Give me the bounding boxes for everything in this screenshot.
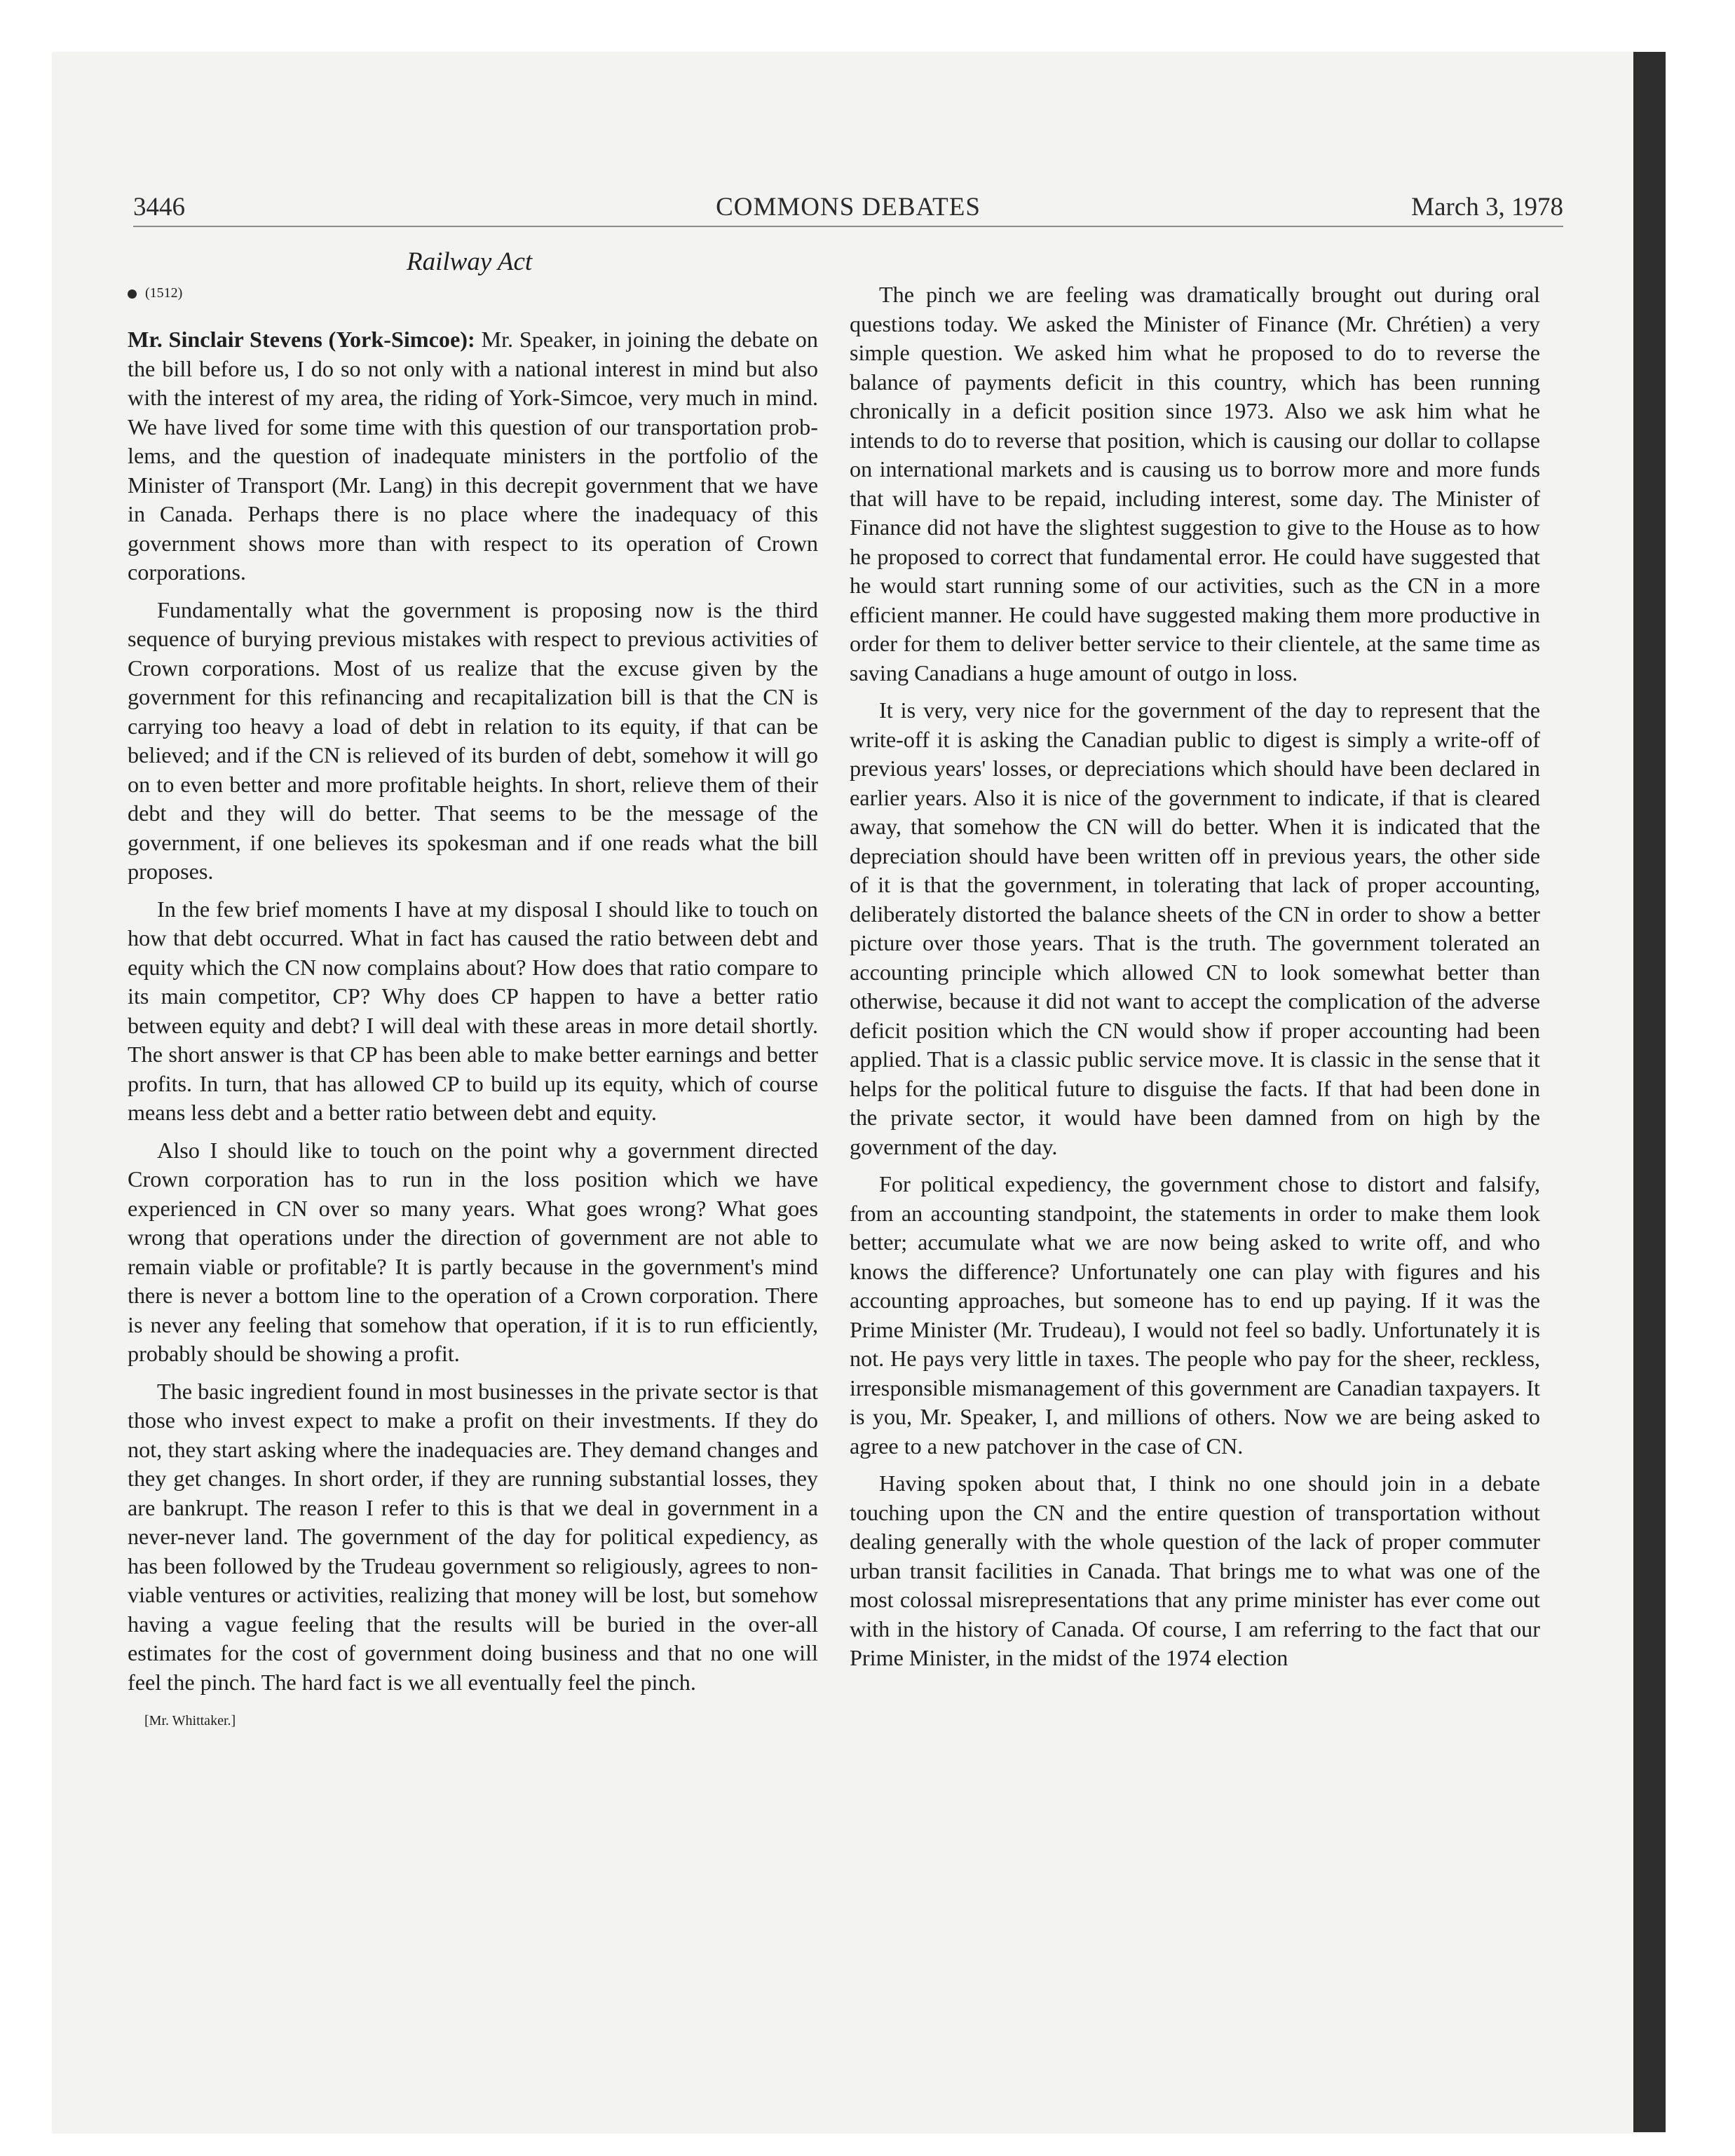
paragraph: In the few brief moments I have at my disposal I should like to touch on how that debt occurred. What in fact has caused the ratio between debt and equity which the CN now complains about? How does that ratio compare to its main competitor, CP? Why does CP happen to have a better ratio between equity and debt? I will deal with these areas in more detail shortly. The short answer is that CP has been able to make better earnings and better profits. In turn, that has allowed CP to build up its equity, which of course means less debt and a better ratio between debt and equity. (128, 896, 818, 1125)
left-column (128, 280, 818, 1731)
paragraph: Fundamentally what the government is proposing now is the third sequence of burying previous mistakes with respect to previous activities of Crown corporations. Most of us realize that the excuse given by the government for this refinancing and recapitalization bill is that the CN is carrying too heavy a load of debt in relation to its equity, if that can be believed; and if the CN is relieved of its burden of debt, somehow it will go on to even better and more profitable heights. In short, relieve them of their debt and they will do better. That seems to be the message of the government, if one believes its spokesman and if one reads what the bill proposes. (128, 596, 818, 884)
paragraph: Also I should like to touch on the point why a government directed Crown corporation has to run in the loss position which we have experienced in CN over so many years. What goes wrong? What goes wrong that operations under the direction of government are not able to remain viable or profitable? It is partly because in the government's mind there is never a bottom line to the operation of a Crown corporation. There is never any feeling that somehow that operation, if it is to run efficiently, probably should be showing a profit. (128, 1137, 818, 1366)
publication-date: March 3, 1978 (1411, 193, 1563, 221)
footnote: [Mr. Whittaker.] (144, 1713, 236, 1728)
header-rule (133, 226, 1563, 227)
time-marker-label: (1512) (145, 285, 183, 301)
paragraph (128, 325, 818, 587)
time-marker (128, 280, 818, 306)
publication-title: COMMONS DEBATES (716, 193, 981, 221)
paragraph: For political expediency, the government chose to distort and falsify, from an accounting standpoint, the statements in order to make them look better; accumulate what we are now being asked to write off, and who knows the difference? Unfortunately one can play with figures and his accounting approaches, but someone has to end up paying. If it was the Prime Minister (Mr. Trudeau), I would not feel so badly. Unfortunately it is not. He pays very little in taxes. The people who pay for the sheer, reckless, irresponsible mismanagement of this government are Canadian taxpayers. It is you, Mr. Speaker, I, and millions of others. Now we are being asked to agree to a new patchover in the case of CN. (850, 1171, 1540, 1459)
running-title: Railway Act (407, 247, 533, 276)
page-header (133, 191, 1563, 224)
paragraph-text: Mr. Speaker, in joining the debate on the bill before us, I do so not only with a national interest in mind but also with the interest of my area, the riding of York-Simcoe, very much in mind. We have lived for some time with this question of our transportation problems, and the question of inadequate ministers in the portfolio of the Minister of Transport (Mr. Lang) in this decrepit government that we have in Canada. Perhaps there is no place where the inadequacy of this government shows more than with respect to its operation of Crown corporations. (128, 327, 818, 585)
scan-edge-bar (1633, 52, 1666, 2132)
paragraph: It is very, very nice for the government of the day to represent that the write-off it is asking the Canadian public to digest is simply a write-off of previous years' losses, or depreciations which should have been declared in earlier years. Also it is nice of the government to indicate, if that is cleared away, that somehow the CN will do better. When it is indicated that the depreciation should have been written off in previous years, the other side of it is that the government, in tolerating that lack of proper accounting, deliberately distorted the balance sheets of the CN in order to show a better picture over those years. That is the truth. The government tolerated an accounting principle which allowed CN to look somewhat better than otherwise, because it did not want to accept the complication of the adverse deficit position which the CN would show if proper accounting had been applied. That is a classic public service move. It is classic in the sense that it helps for the political future to disguise the facts. If that had been done in the private sector, it would have been damned from on high by the government of the day. (850, 697, 1540, 1159)
speaker-name: Mr. Sinclair Stevens (York-Simcoe): (128, 327, 475, 352)
paragraph: The basic ingredient found in most businesses in the private sector is that those who invest expect to make a profit on their investments. If they do not, they start asking where the inadequacies are. They demand changes and they get changes. In short order, if they are running substantial losses, they are bankrupt. The reason I refer to this is that we deal in government in a never-never land. The government of the day for political expediency, as has been followed by the Trudeau government so religiously, agrees to non-viable ventures or activities, realizing that money will be lost, but somehow having a vague feeling that the results will be buried in the over-all estimates for the cost of government doing business and that no one will feel the pinch. The hard fact is we all eventually feel the pinch. (128, 1378, 818, 1695)
paragraph: Having spoken about that, I think no one should join in a debate touching upon the CN and the entire question of transportation without dealing generally with the whole question of the lack of proper commuter urban transit facilities in Canada. That brings me to what was one of the most colossal misrepresentations that any prime minister has ever come out with in the history of Canada. Of course, I am referring to the fact that our Prime Minister, in the midst of the 1974 election (850, 1471, 1540, 1670)
right-column (850, 280, 1540, 1681)
paragraph: The pinch we are feeling was dramatically brought out during oral questions today. We asked the Minister of Finance (Mr. Chrétien) a very simple question. We asked him what he proposed to do to reverse the balance of payments deficit in this country, which has been running chronically in a deficit position since 1973. Also we ask him what he intends to do to reverse that position, which is causing our dollar to collapse on international markets and is causing us to borrow more and more funds that will have to be repaid, including interest, some day. The Minister of Finance did not have the slightest suggestion to give to the House as to how he proposed to correct that fundamental error. He could have suggested that he would start running some of our activities, such as the CN in a more efficient manner. He could have suggested making them more productive in order for them to deliver better service to their clientele, at the same time as saving Canadians a huge amount of outgo in loss. (850, 282, 1540, 685)
bullet-icon (128, 289, 137, 299)
page-number: 3446 (133, 193, 185, 221)
